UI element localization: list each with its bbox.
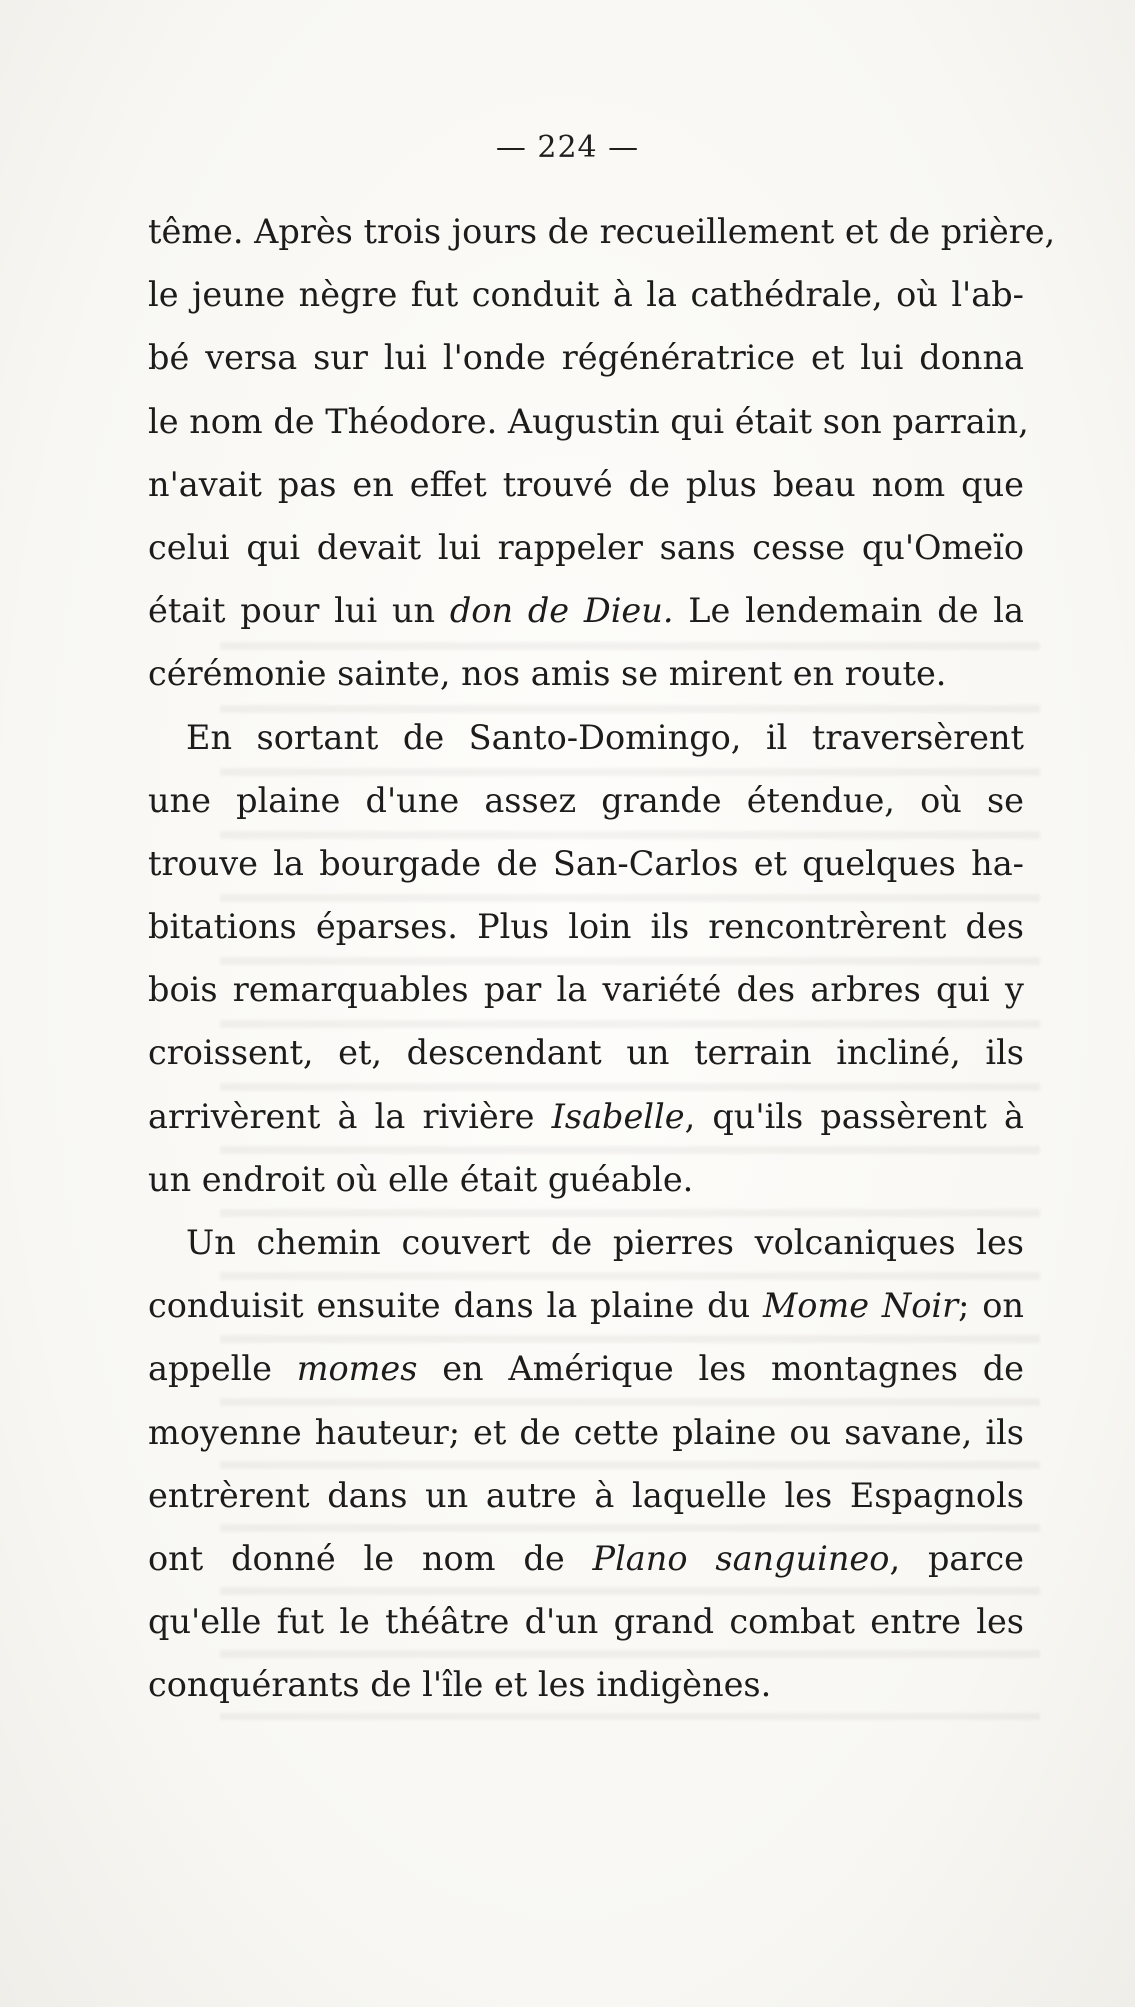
text-run: ont donné le nom de bbox=[148, 1538, 593, 1578]
text-run: croissent, et, descendant un terrain incliné, ils bbox=[148, 1033, 1024, 1073]
text-line bbox=[148, 1021, 1024, 1084]
page-number: — 224 — bbox=[495, 130, 640, 165]
text-run: en Amérique les montagnes de bbox=[417, 1349, 1025, 1389]
text-run: était pour lui un bbox=[148, 591, 450, 631]
text-line bbox=[148, 642, 1024, 705]
italic-phrase: momes bbox=[296, 1349, 418, 1389]
text-run: le nom de Théodore. Augustin qui était son parrain, bbox=[148, 401, 1029, 441]
text-line bbox=[148, 1085, 1024, 1148]
italic-phrase: Isabelle bbox=[551, 1096, 685, 1136]
text-line bbox=[148, 1274, 1024, 1337]
text-line bbox=[148, 579, 1024, 642]
text-run: bois remarquables par la variété des arbres qui y bbox=[148, 970, 1024, 1010]
text-line bbox=[148, 263, 1024, 326]
text-run: celui qui devait lui rappeler sans cesse qu'Omeïo bbox=[148, 527, 1024, 567]
text-line bbox=[148, 200, 1056, 263]
text-line bbox=[148, 832, 1024, 895]
text-line bbox=[148, 1211, 1024, 1274]
text-run: trouve la bourgade de San-Carlos et quelques ha- bbox=[148, 843, 1024, 883]
text-line bbox=[148, 895, 1024, 958]
text-run: bé versa sur lui l'onde régénératrice et lui donna bbox=[148, 338, 1024, 378]
text-line bbox=[148, 1653, 1024, 1716]
text-line bbox=[148, 326, 1024, 389]
text-line bbox=[148, 1464, 1024, 1527]
text-line bbox=[148, 706, 1024, 769]
text-line bbox=[148, 1590, 1024, 1653]
text-line bbox=[148, 1148, 1024, 1211]
text-run: appelle bbox=[148, 1349, 297, 1389]
text-run: ; on bbox=[958, 1286, 1025, 1326]
text-run: bitations éparses. Plus loin ils rencontrèrent des bbox=[148, 907, 1024, 947]
text-run: une plaine d'une assez grande étendue, où se bbox=[148, 780, 1024, 820]
text-line bbox=[148, 516, 1024, 579]
text-run: qu'elle fut le théâtre d'un grand combat entre les bbox=[148, 1602, 1024, 1642]
text-line bbox=[148, 390, 1029, 453]
text-run: conquérants de l'île et les indigènes. bbox=[148, 1665, 772, 1705]
text-run: cérémonie sainte, nos amis se mirent en route. bbox=[148, 654, 947, 694]
text-run: , qu'ils passèrent à bbox=[684, 1096, 1024, 1136]
italic-phrase: Plano sanguineo bbox=[592, 1538, 890, 1578]
text-run: En sortant de Santo-Domingo, il traversèrent bbox=[186, 717, 1024, 757]
text-run: n'avait pas en effet trouvé de plus beau nom que bbox=[148, 464, 1024, 504]
text-run: un endroit où elle était guéable. bbox=[148, 1159, 694, 1199]
text-line bbox=[148, 1337, 1024, 1400]
text-run: tême. Après trois jours de recueillement et de prière, bbox=[148, 212, 1056, 251]
text-run: Un chemin couvert de pierres volcaniques les bbox=[186, 1223, 1024, 1262]
text-line bbox=[148, 1527, 1024, 1590]
text-run: arrivèrent à la rivière bbox=[148, 1096, 552, 1136]
text-line bbox=[148, 958, 1024, 1021]
text-run: le jeune nègre fut conduit à la cathédrale, où l'ab- bbox=[148, 275, 1024, 315]
italic-phrase: Mome Noir bbox=[763, 1286, 959, 1326]
text-run: moyenne hauteur; et de cette plaine ou savane, ils bbox=[148, 1412, 1024, 1452]
body-text bbox=[148, 200, 1056, 1717]
text-run: Le lendemain de la bbox=[673, 591, 1024, 631]
text-line bbox=[148, 453, 1024, 516]
text-run: conduisit ensuite dans la plaine du bbox=[148, 1286, 763, 1326]
italic-phrase: don de Dieu. bbox=[449, 591, 674, 631]
text-line bbox=[148, 1401, 1024, 1464]
text-line bbox=[148, 769, 1024, 832]
text-run: entrèrent dans un autre à laquelle les Espagnols bbox=[148, 1475, 1024, 1515]
text-run: , parce bbox=[889, 1538, 1024, 1578]
